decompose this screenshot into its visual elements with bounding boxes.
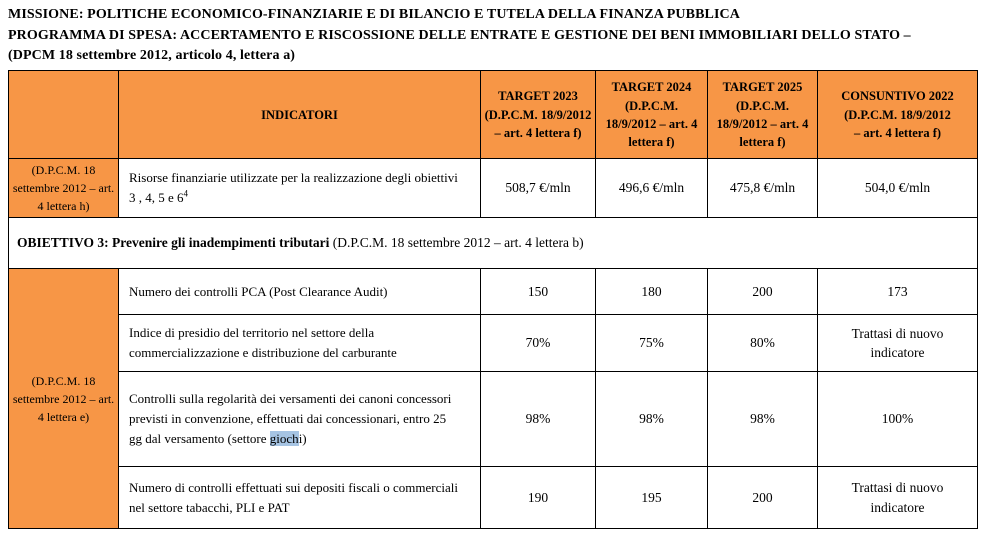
indicator-risorse-cell <box>119 159 481 218</box>
dpcm-lettera-e-cell: (D.P.C.M. 18 settembre 2012 – art. 4 lettera e) <box>9 269 119 529</box>
header-consuntivo-2022-cell: CONSUNTIVO 2022 (D.P.C.M. 18/9/2012 – art. 4 lettera f) <box>818 71 978 159</box>
value-target-2023: 508,7 €/mln <box>481 159 596 218</box>
value-consuntivo-2022: Trattasi di nuovo indicatore <box>818 315 978 372</box>
value-target-2024: 195 <box>596 467 708 529</box>
indicator-text: i) <box>298 431 307 447</box>
indicators-table <box>8 70 978 529</box>
header-target-2025-cell: TARGET 2025 (D.P.C.M. 18/9/2012 – art. 4 lettera f) <box>708 71 818 159</box>
footnote-reference: 4 <box>183 188 189 199</box>
table-row-risorse <box>9 159 978 218</box>
indicator-text: Controlli sulla regolarità dei versamenti dei canoni concessori previsti in convenzione, effettuati dai concessionari, entro 25 gg dal versamento (settore <box>129 390 452 447</box>
table-row-controlli-depositi <box>9 467 978 529</box>
value-consuntivo-2022: Trattasi di nuovo indicatore <box>818 467 978 529</box>
indicator-text: Risorse finanziarie utilizzate per la realizzazione degli obiettivi 3 , 4, 5 e 6 <box>129 170 458 206</box>
value-target-2025: 98% <box>708 372 818 467</box>
value-target-2024: 98% <box>596 372 708 467</box>
table-row-controlli-pca <box>9 269 978 315</box>
value-target-2023: 70% <box>481 315 596 372</box>
table-row-obiettivo-3 <box>9 218 978 269</box>
value-consuntivo-2022: 173 <box>818 269 978 315</box>
search-highlight: gioch <box>269 431 299 447</box>
value-target-2023: 98% <box>481 372 596 467</box>
indicator-pca-cell: Numero dei controlli PCA (Post Clearance Audit) <box>119 269 481 315</box>
table-row-controlli-canoni <box>9 372 978 467</box>
value-target-2023: 150 <box>481 269 596 315</box>
value-consuntivo-2022: 504,0 €/mln <box>818 159 978 218</box>
table-header-row <box>9 71 978 159</box>
indicator-carburante-cell: Indice di presidio del territorio nel settore della commercializzazione e distribuzione del carburante <box>119 315 481 372</box>
header-target-2024-cell: TARGET 2024 (D.P.C.M. 18/9/2012 – art. 4 lettera f) <box>596 71 708 159</box>
dpcm-lettera-h-cell: (D.P.C.M. 18 settembre 2012 – art. 4 lettera h) <box>9 159 119 218</box>
header-target-2023-cell: TARGET 2023 (D.P.C.M. 18/9/2012 – art. 4 lettera f) <box>481 71 596 159</box>
value-target-2023: 190 <box>481 467 596 529</box>
header-dpcm-spacer-cell <box>9 71 119 159</box>
value-target-2025: 200 <box>708 269 818 315</box>
indicator-giochi-cell <box>119 372 481 467</box>
document-header <box>0 0 968 67</box>
value-target-2024: 496,6 €/mln <box>596 159 708 218</box>
value-target-2025: 475,8 €/mln <box>708 159 818 218</box>
value-target-2025: 200 <box>708 467 818 529</box>
mission-title: MISSIONE: POLITICHE ECONOMICO-FINANZIARIE E DI BILANCIO E TUTELA DELLA FINANZA PUBBLICA <box>8 7 740 22</box>
obiettivo-3-title: OBIETTIVO 3: Prevenire gli inadempimenti tributari <box>17 235 330 251</box>
indicator-tabacchi-cell: Numero di controlli effettuati sui depositi fiscali o commerciali nel settore tabacchi, PLI e PAT <box>119 467 481 529</box>
table-row-indice-presidio <box>9 315 978 372</box>
value-target-2025: 80% <box>708 315 818 372</box>
obiettivo-3-cell <box>9 218 978 269</box>
obiettivo-3-reference: (D.P.C.M. 18 settembre 2012 – art. 4 lettera b) <box>329 235 584 251</box>
value-target-2024: 180 <box>596 269 708 315</box>
value-target-2024: 75% <box>596 315 708 372</box>
header-indicatori-cell: INDICATORI <box>119 71 481 159</box>
program-title: PROGRAMMA DI SPESA: ACCERTAMENTO E RISCOSSIONE DELLE ENTRATE E GESTIONE DEI BENI IMMOBILIARI DELLO STATO – (DPCM 18 settembre 2012, articolo 4, lettera a) <box>8 27 911 64</box>
value-consuntivo-2022: 100% <box>818 372 978 467</box>
